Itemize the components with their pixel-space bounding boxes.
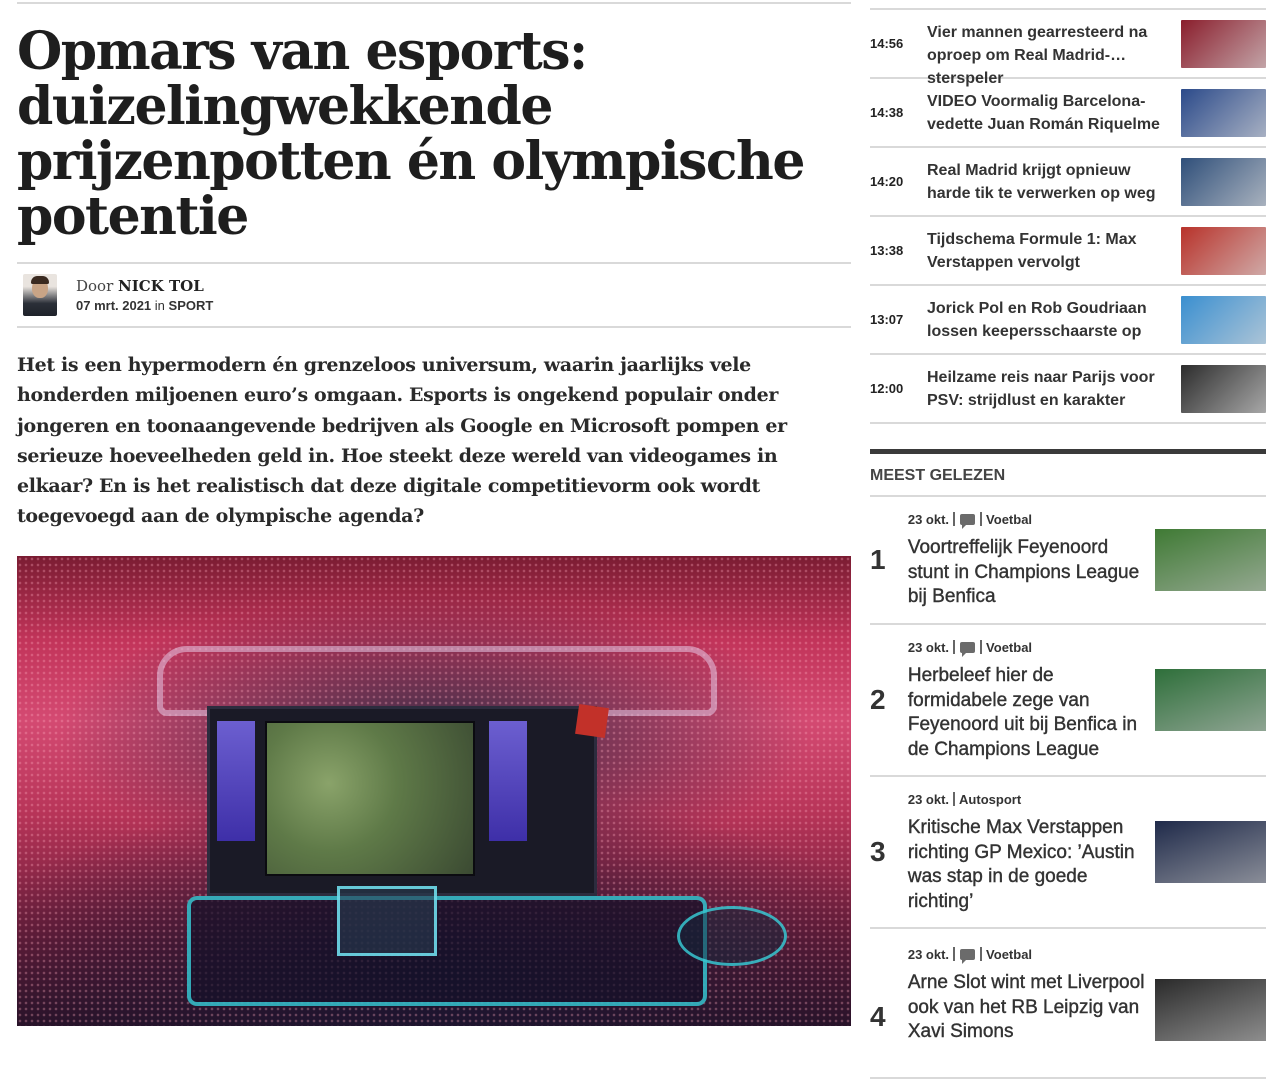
- comment-icon[interactable]: [960, 642, 975, 653]
- comment-icon[interactable]: [960, 514, 975, 525]
- latest-news-item[interactable]: [870, 355, 1266, 424]
- most-read-body: [908, 790, 1153, 914]
- hero-screen: [265, 721, 475, 876]
- article-headline: Opmars van esports: duizelingwekkende prijzenpotten én olympische potentie: [17, 21, 804, 247]
- divider: [17, 2, 851, 4]
- meta-separator: [953, 640, 955, 654]
- latest-news-time: 13:07: [870, 312, 904, 327]
- most-read-thumbnail[interactable]: [1155, 529, 1266, 591]
- latest-news-thumbnail[interactable]: [1181, 20, 1266, 68]
- latest-news-item[interactable]: [870, 148, 1266, 217]
- latest-news-title[interactable]: Heilzame reis naar Parijs voor PSV: strijdlust en karakter: [927, 368, 1155, 409]
- in-label: in: [154, 298, 165, 313]
- most-read-rank: 2: [870, 684, 886, 715]
- latest-news-item[interactable]: [870, 10, 1266, 87]
- sidebar: [870, 0, 1266, 1079]
- latest-news-title[interactable]: Vier mannen gearresteerd na oproep om Real Madrid-sterspeler: [927, 23, 1148, 87]
- hero-image[interactable]: [17, 556, 851, 1026]
- most-read-title-link[interactable]: Arne Slot wint met Liverpool ook van het RB Leipzig van Xavi Simons: [907, 972, 1145, 1042]
- most-read-list: [870, 497, 1266, 1079]
- latest-news-title[interactable]: Real Madrid krijgt opnieuw harde tik te verwerken op weg: [927, 161, 1156, 202]
- latest-news-thumbnail[interactable]: [1181, 89, 1266, 137]
- meta-separator: [953, 792, 955, 806]
- latest-news-item[interactable]: [870, 217, 1266, 286]
- author-avatar[interactable]: [23, 274, 57, 316]
- latest-news-title[interactable]: VIDEO Voormalig Barcelona-vedette Juan Román Riquelme: [927, 92, 1160, 133]
- most-read-title-link[interactable]: Kritische Max Verstappen richting GP Mexico: ’Austin was stap in de goede richting’: [907, 817, 1135, 912]
- latest-news-thumbnail[interactable]: [1181, 365, 1266, 413]
- latest-news-item[interactable]: [870, 286, 1266, 355]
- most-read-thumbnail[interactable]: [1155, 821, 1266, 883]
- most-read-rank: 3: [870, 836, 886, 867]
- hero-side-panel: [217, 721, 255, 841]
- most-read-thumbnail[interactable]: [1155, 669, 1266, 731]
- most-read-meta: [908, 510, 1153, 528]
- most-read-body: [908, 638, 1153, 762]
- most-read-rank: 1: [870, 544, 886, 575]
- publish-date: 07 mrt. 2021: [76, 298, 152, 313]
- most-read-title-link[interactable]: Voortreffelijk Feyenoord stunt in Champions League bij Benfica: [907, 537, 1140, 608]
- most-read-body: [908, 510, 1153, 610]
- most-read-item[interactable]: [870, 929, 1266, 1079]
- most-read-item[interactable]: [870, 777, 1266, 929]
- author-name-link[interactable]: NICK TOL: [118, 277, 204, 295]
- most-read-body: [908, 945, 1153, 1045]
- most-read-category[interactable]: Voetbal: [986, 511, 1033, 527]
- article-main: [17, 0, 851, 1026]
- latest-news-time: 14:20: [870, 174, 904, 189]
- section-link[interactable]: SPORT: [168, 298, 214, 313]
- most-read-meta: [908, 638, 1153, 656]
- meta-separator: [953, 947, 955, 961]
- latest-news-list: [870, 10, 1266, 424]
- most-read-item[interactable]: [870, 497, 1266, 625]
- hero-player-booth: [337, 886, 437, 956]
- latest-news-item[interactable]: [870, 79, 1266, 148]
- most-read-meta: [908, 790, 1153, 808]
- latest-news-time: 12:00: [870, 381, 904, 396]
- most-read-date: 23 okt.: [907, 639, 950, 655]
- latest-news-time: 13:38: [870, 243, 904, 258]
- most-read-category[interactable]: Autosport: [959, 791, 1022, 807]
- most-read-item[interactable]: [870, 625, 1266, 777]
- hero-logo: [575, 704, 609, 738]
- latest-news-title[interactable]: Tijdschema Formule 1: Max Verstappen vervolgt: [927, 230, 1137, 271]
- latest-news-thumbnail[interactable]: [1181, 158, 1266, 206]
- byline-text: [76, 277, 213, 313]
- byline-author-line: [76, 277, 213, 295]
- most-read-date: 23 okt.: [907, 511, 950, 527]
- latest-news-title[interactable]: Jorick Pol en Rob Goudriaan lossen keepersschaarste op: [927, 299, 1147, 340]
- most-read-date: 23 okt.: [907, 791, 950, 807]
- latest-news-time: 14:38: [870, 105, 904, 120]
- most-read-meta: [908, 945, 1153, 963]
- most-read-category[interactable]: Voetbal: [986, 639, 1033, 655]
- most-read-date: 23 okt.: [907, 946, 950, 962]
- byline: [17, 264, 851, 326]
- latest-news-thumbnail[interactable]: [1181, 227, 1266, 275]
- byline-prefix: Door: [76, 277, 114, 295]
- meta-separator: [980, 512, 982, 526]
- divider: [17, 326, 851, 328]
- hero-stage-pad: [677, 906, 787, 966]
- meta-separator: [980, 947, 982, 961]
- comment-icon[interactable]: [960, 949, 975, 960]
- latest-news-thumbnail[interactable]: [1181, 296, 1266, 344]
- hero-stage-floor: [187, 896, 707, 1006]
- meta-separator: [980, 640, 982, 654]
- most-read-title: MEEST GELEZEN: [870, 454, 1266, 497]
- meta-separator: [953, 512, 955, 526]
- most-read-category[interactable]: Voetbal: [986, 946, 1033, 962]
- article-intro: Het is een hypermodern én grenzeloos universum, waarin jaarlijks vele honderden miljoenen euro’s omgaan. Esports is ongekend populair onder jongeren en toonaangevende bedrijven als Google en Microsoft pompen er serieuze hoeveelheden geld in. Hoe steekt deze wereld van videogames in elkaar? En is het realistisch dat deze digitale competitievorm ook wordt toegevoegd aan de olympische agenda?: [17, 354, 787, 528]
- most-read-rank: 4: [870, 1001, 886, 1032]
- byline-meta: [76, 298, 213, 313]
- most-read-thumbnail[interactable]: [1155, 979, 1266, 1041]
- hero-side-panel: [489, 721, 527, 841]
- most-read-title-link[interactable]: Herbeleef hier de formidabele zege van Feyenoord uit bij Benfica in de Champions League: [907, 665, 1138, 760]
- latest-news-time: 14:56: [870, 36, 904, 51]
